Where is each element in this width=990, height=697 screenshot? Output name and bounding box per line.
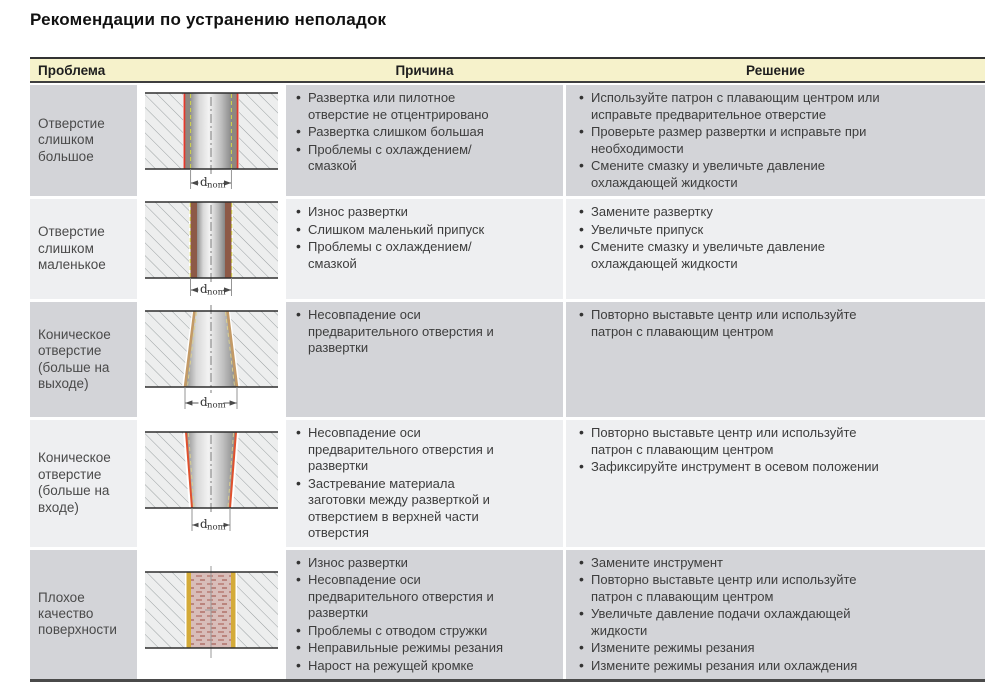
tapered-hole-larger-at-entry-diagram: [140, 429, 283, 537]
problem-cell: Коническое отверстие (больше на выходе): [30, 302, 137, 417]
solution-cell: [566, 550, 985, 680]
dim-label-sub: nom: [207, 400, 226, 410]
table-row: [30, 85, 985, 196]
problem-cell: Плохое качество поверхности: [30, 550, 137, 680]
problem-cell: Коническое отверстие (больше на входе): [30, 420, 137, 547]
cause-item: • Развертка слишком большая: [295, 124, 513, 141]
cause-item: • Износ развертки: [295, 555, 513, 572]
cause-item: • Проблемы с отводом стружки: [295, 623, 513, 640]
cause-item: • Застревание материала заготовки между разверткой и отверстием в верхней части отверстия: [295, 476, 513, 542]
table-row: [30, 199, 985, 299]
solution-item: • Увеличьте давление подачи охлаждающей жидкости: [578, 606, 883, 639]
illustration-cell: [140, 199, 283, 299]
cause-cell: [286, 550, 563, 680]
problem-cell: Отверстие слишком маленькое: [30, 199, 137, 299]
cause-cell: [286, 420, 563, 547]
solution-item: • Проверьте размер развертки и исправьте при необходимости: [578, 124, 883, 157]
solution-item: • Замените инструмент: [578, 555, 883, 572]
poor-surface-finish-diagram: [140, 566, 283, 662]
dim-label-main: d: [200, 174, 208, 189]
solution-item: • Повторно выставьте центр или используйте патрон с плавающим центром: [578, 307, 883, 340]
cause-item: • Проблемы с охлаждением/смазкой: [295, 142, 513, 175]
hole-too-large-diagram: [140, 90, 283, 192]
cause-item: • Несовпадение оси предварительного отверстия и развертки: [295, 425, 513, 475]
solution-list: [566, 85, 985, 196]
solution-list: [566, 302, 985, 345]
solution-list: [566, 420, 985, 481]
solution-item: • Повторно выставьте центр или используйте патрон с плавающим центром: [578, 572, 883, 605]
solution-list: [566, 550, 985, 680]
table-row: [30, 302, 985, 417]
cause-item: • Несовпадение оси предварительного отверстия и развертки: [295, 307, 513, 357]
solution-cell: [566, 199, 985, 299]
dim-label-sub: nom: [207, 287, 226, 298]
solution-item: • Повторно выставьте центр или используйте патрон с плавающим центром: [578, 425, 883, 458]
solution-item: • Измените режимы резания или охлаждения: [578, 658, 883, 675]
dim-label-main: d: [200, 282, 208, 296]
solution-cell: [566, 302, 985, 417]
solution-item: • Зафиксируйте инструмент в осевом положении: [578, 459, 883, 476]
table-row: [30, 550, 985, 680]
table-row: [30, 420, 985, 547]
cause-cell: [286, 85, 563, 196]
solution-cell: [566, 85, 985, 196]
solution-item: • Используйте патрон с плавающим центром или исправьте предварительное отверстие: [578, 90, 883, 123]
cause-item: • Износ развертки: [295, 204, 513, 221]
illustration-cell: [140, 550, 283, 680]
solution-item: • Увеличьте припуск: [578, 222, 883, 239]
problem-cell: Отверстие слишком большое: [30, 85, 137, 196]
cause-list: [286, 420, 563, 547]
solution-item: • Измените режимы резания: [578, 640, 883, 657]
cause-list: [286, 199, 563, 277]
solution-item: • Смените смазку и увеличьте давление охлаждающей жидкости: [578, 158, 883, 191]
header-problem: Проблема: [38, 62, 106, 78]
illustration-cell: [140, 302, 283, 417]
dim-label-sub: nom: [207, 180, 226, 190]
solution-cell: [566, 420, 985, 547]
cause-list: [286, 302, 563, 362]
cause-item: • Слишком маленький припуск: [295, 222, 513, 239]
solution-list: [566, 199, 985, 277]
troubleshooting-table: [30, 57, 985, 682]
cause-item: • Несовпадение оси предварительного отверстия и развертки: [295, 572, 513, 622]
page-title: Рекомендации по устранению неполадок: [30, 10, 387, 29]
tapered-hole-larger-at-exit-diagram: [140, 305, 283, 415]
dim-label-main: d: [200, 517, 208, 532]
cause-cell: [286, 199, 563, 299]
illustration-cell: [140, 420, 283, 547]
header-solution: Решение: [746, 62, 805, 78]
solution-item: • Смените смазку и увеличьте давление охлаждающей жидкости: [578, 239, 883, 272]
dim-label-sub: nom: [207, 522, 226, 533]
cause-cell: [286, 302, 563, 417]
hole-too-small-diagram: [140, 200, 283, 298]
cause-item: • Проблемы с охлаждением/смазкой: [295, 239, 513, 272]
header-cause: Причина: [395, 62, 454, 78]
illustration-cell: [140, 85, 283, 196]
dim-label-main: d: [200, 394, 208, 409]
cause-item: • Неправильные режимы резания: [295, 640, 513, 657]
table-header-row: [30, 59, 985, 83]
cause-list: [286, 550, 563, 680]
solution-item: • Замените развертку: [578, 204, 883, 221]
cause-item: • Развертка или пилотное отверстие не отцентрировано: [295, 90, 513, 123]
cause-item: • Нарост на режущей кромке: [295, 658, 513, 675]
cause-list: [286, 85, 563, 180]
